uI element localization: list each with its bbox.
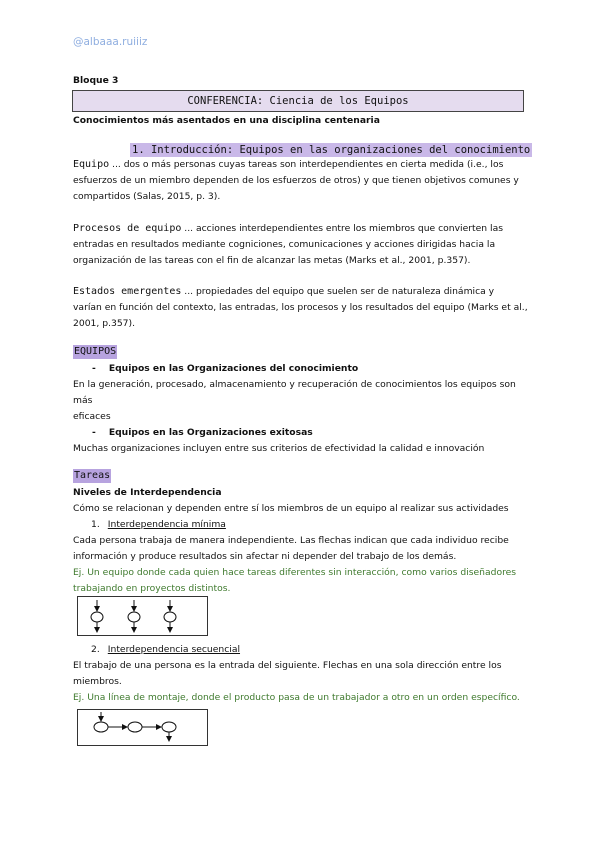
level-title: Interdependencia secuencial [107, 644, 241, 655]
tareas-subheading: Niveles de Interdependencia [73, 487, 222, 498]
definition-term: Equipo [73, 159, 110, 170]
definition-term: Procesos de equipo [73, 223, 182, 234]
definition-procesos: Procesos de equipo ... acciones interdependientes entre los miembros que convierten las entradas en resultados mediante cogniciones, comunicaciones y acciones dirigidas hacia la organización de las tareas con el fin de alcanzar las metas (Marks et al., 2001, p.357). [73, 223, 503, 266]
example-text: trabajando en proyectos distintos. [73, 583, 231, 594]
person-node-1 [91, 600, 103, 630]
definition-term: Estados emergentes [73, 286, 182, 297]
example-text: Ej. Un equipo donde cada quien hace tareas diferentes sin interacción, como varios diseñadores [73, 567, 517, 578]
definition-equipo: Equipo ... dos o más personas cuyas tareas son interdependientes en cierta medida (i.e., los esfuerzos de un miembro dependen de los esfuerzos de otros) y que tienen objetivos comunes y compartidos (Salas, 2015, p. 3). [73, 159, 519, 202]
definition-estados: Estados emergentes ... propiedades del equipo que suelen ser de naturaleza dinámica y varían en función del contexto, las entradas, los procesos y los resultados del equipo (Marks et al., 2001, p.357). [73, 286, 528, 329]
person-node-2 [128, 600, 140, 630]
person-node-2 [128, 722, 142, 732]
minimal-interdependence-diagram [77, 596, 208, 636]
person-node-1 [94, 722, 108, 732]
page-title: CONFERENCIA: Ciencia de los Equipos [72, 90, 524, 112]
level-title: Interdependencia mínima [107, 519, 226, 530]
person-node-3 [164, 600, 176, 630]
person-node-3 [162, 722, 176, 732]
watermark: @albaaa.ruiiiz [73, 36, 148, 48]
tareas-block: Niveles de Interdependencia Cómo se relacionan y dependen entre sí los miembros de un equipo al realizar sus actividades 1. Interdependencia mínima Cada persona trabaja de manera independiente. Las flechas indican que cada individuo recibe información y produce resultados sin afectar ni depender del trabajo de los demás. Ej. Un equipo donde cada quien hace tareas diferentes sin interacción, como varios diseñadores trabajando en proyectos distintos. [73, 485, 533, 597]
subtitle: Conocimientos más asentados en una disciplina centenaria [73, 115, 380, 126]
equipos-item: - Equipos en las Organizaciones del conocimiento En la generación, procesado, almacenamiento y recuperación de conocimientos los equipos son más eficaces [73, 363, 516, 422]
sequential-interdependence-diagram [77, 709, 208, 746]
tareas-heading: Tareas [74, 470, 111, 481]
level-2-block: 2. Interdependencia secuencial El trabajo de una persona es la entrada del siguiente. Flechas en una sola dirección entre los miembros. Ej. Una línea de montaje, donde el producto pasa de un trabajador a otro en un orden específico. [73, 642, 533, 706]
example-text: Ej. Una línea de montaje, donde el producto pasa de un trabajador a otro en un orden específico. [73, 692, 520, 703]
block-label: Bloque 3 [73, 75, 119, 86]
equipos-item: - Equipos en las Organizaciones exitosas Muchas organizaciones incluyen entre sus criterios de efectividad la calidad e innovación [73, 427, 485, 454]
section-heading: 1. Introducción: Equipos en las organizaciones del conocimiento [132, 144, 531, 156]
equipos-heading: EQUIPOS [74, 346, 117, 357]
